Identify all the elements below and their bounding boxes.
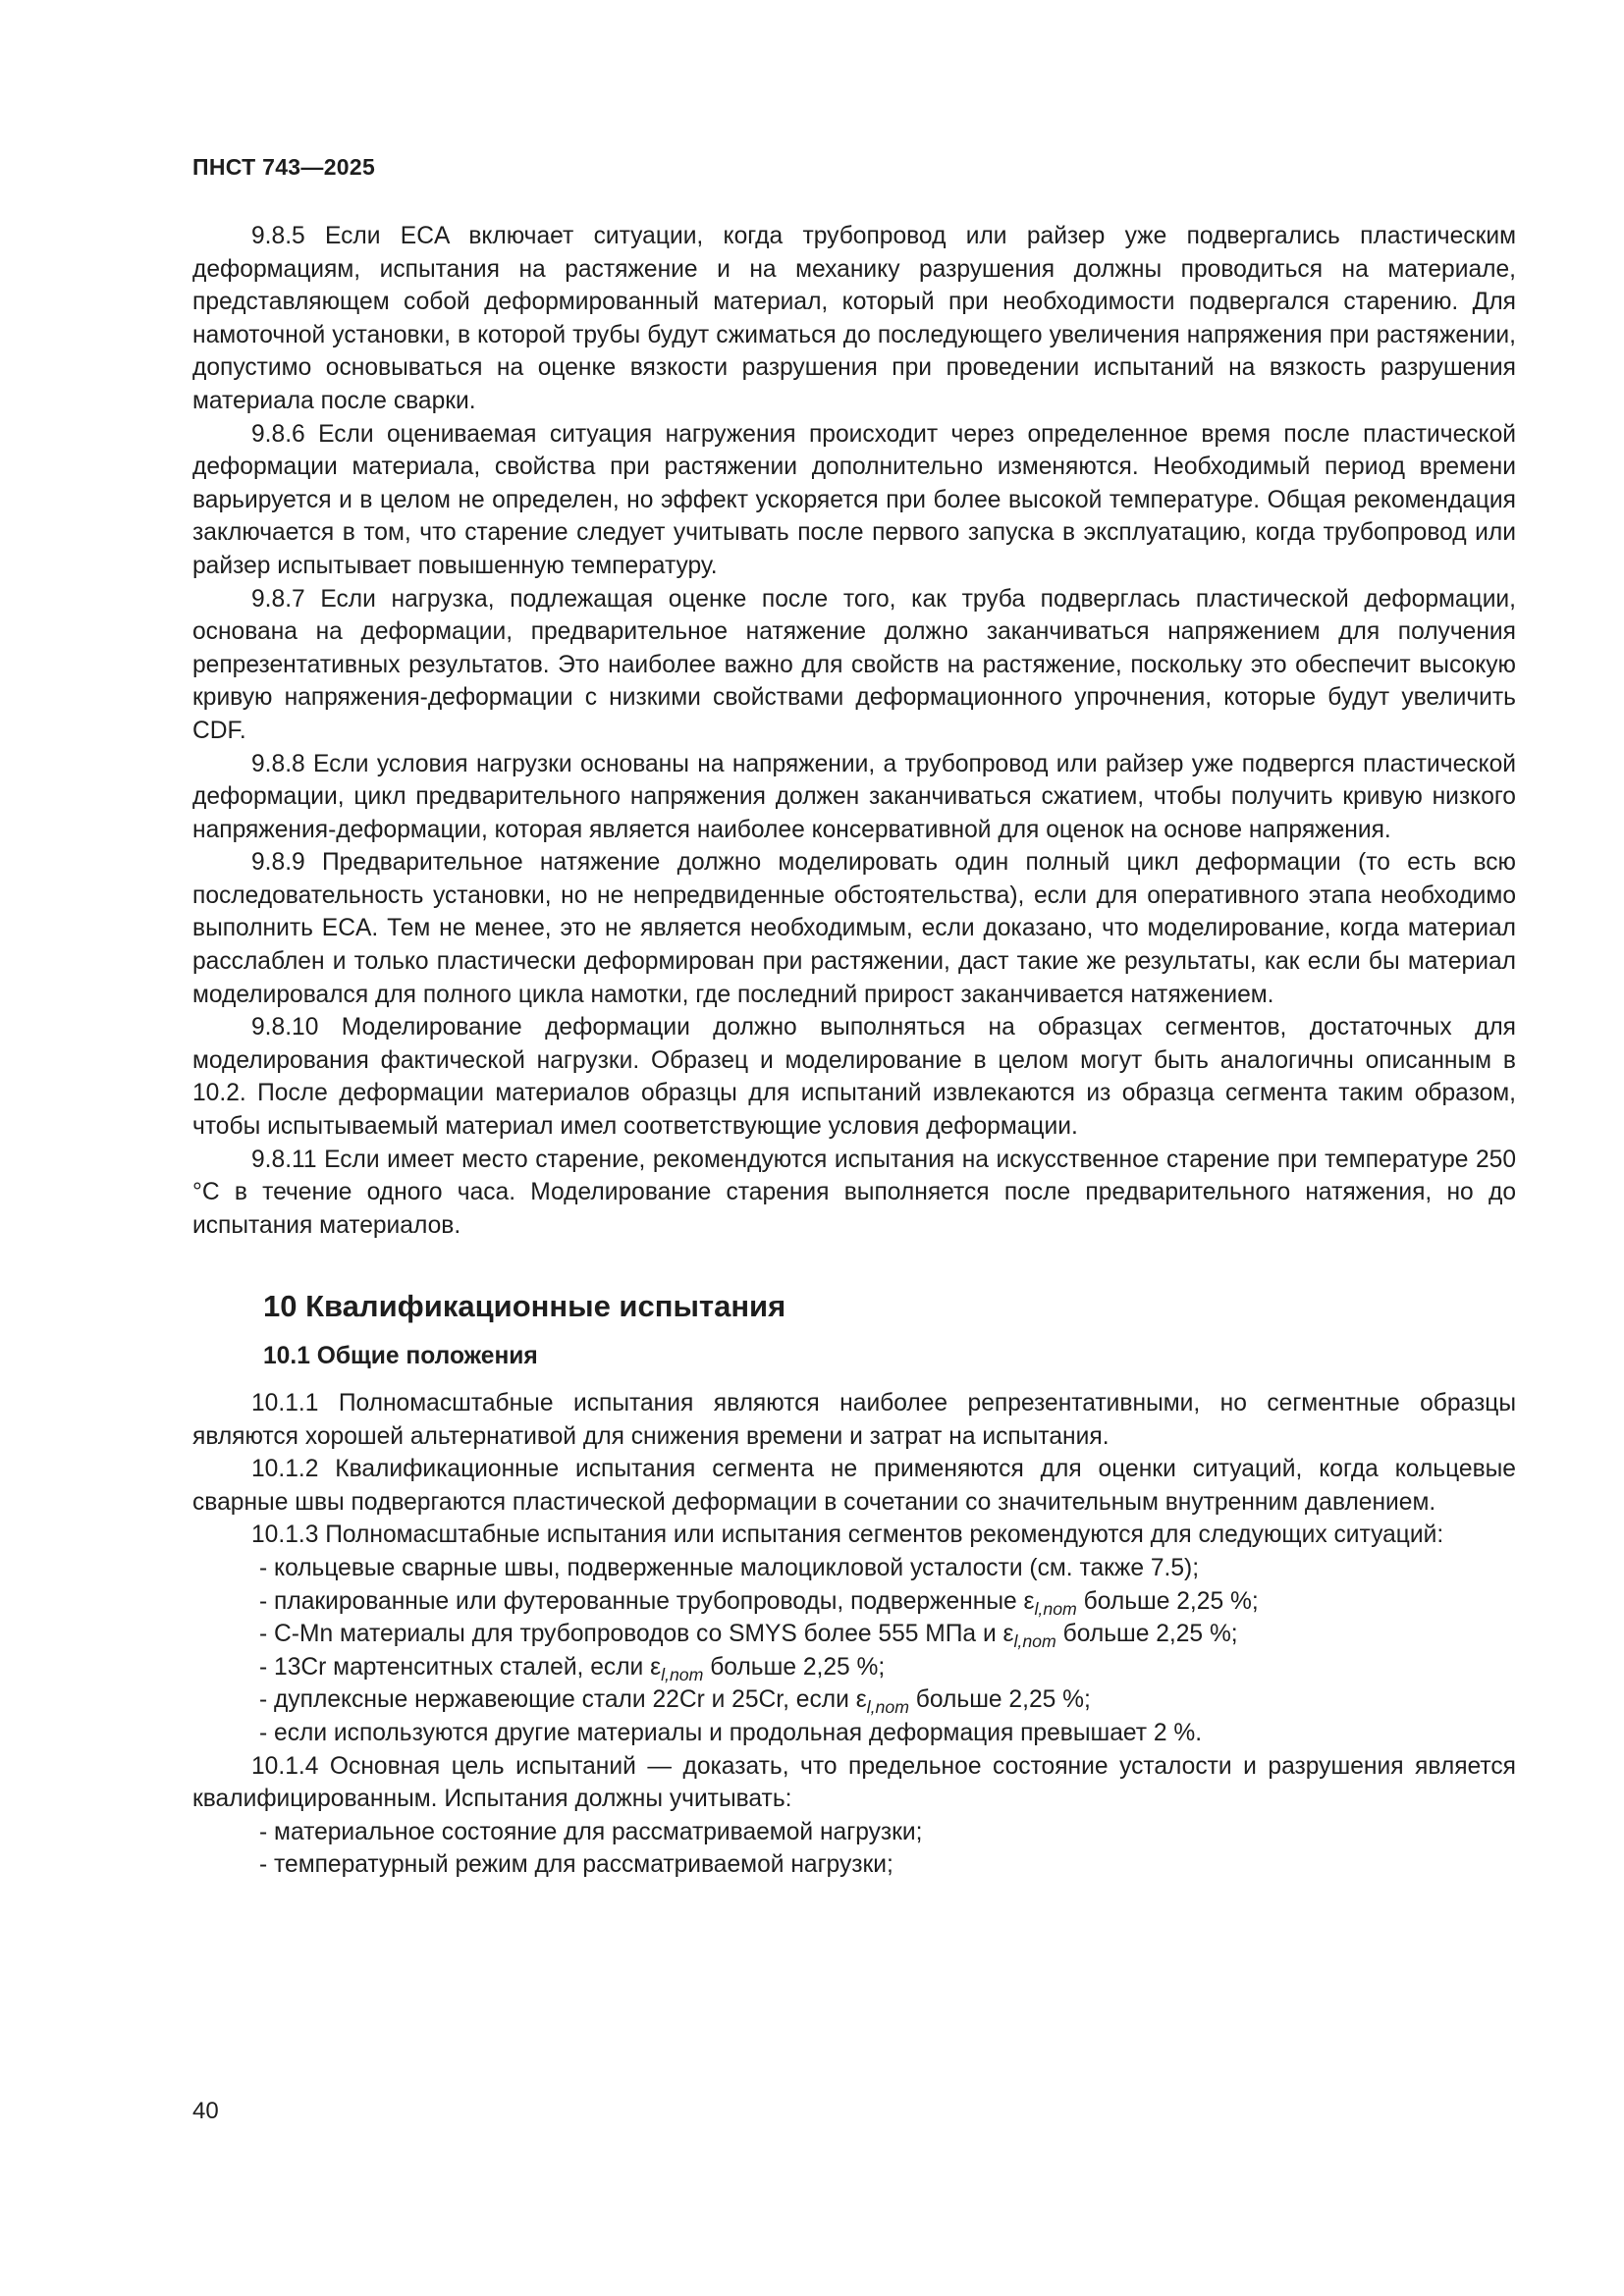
list-item-text: C-Mn материалы для трубопроводов со SMYS более 555 МПа и ε: [274, 1621, 1014, 1648]
list-item: [259, 1585, 1516, 1619]
paragraph-9-8-8: 9.8.8 Если условия нагрузки основаны на напряжении, а трубопровод или райзер уже подвергся пластической деформации, цикл предварительного напряжения должен заканчиваться сжатием, чтобы получить кривую низкого напряжения-деформации, которая является наиболее консервативной для оценок на основе напряжения.: [192, 750, 1516, 843]
list-item: - материальное состояние для рассматриваемой нагрузки;: [259, 1816, 1516, 1849]
paragraph-9-8-9: 9.8.9 Предварительное натяжение должно моделировать один полный цикл деформации (то есть всю последовательность установки, но не непредвиденные обстоятельства), если для оперативного этапа необходимо выполнить ECA. Тем не менее, это не является необходимым, если доказано, что моделирование, когда материал расслаблен и только пластически деформирован при растяжении, даст такие же результаты, как если бы материал моделировался для полного цикла намотки, где последний прирост заканчивается натяжением.: [192, 849, 1516, 1008]
page-number: 40: [192, 2098, 219, 2124]
list-item-text: 13Cr мартенситных сталей, если ε: [274, 1653, 662, 1681]
list-item: [259, 1683, 1516, 1717]
paragraph-9-8-10: 9.8.10 Моделирование деформации должно выполняться на образцах сегментов, достаточных для моделирования фактической нагрузки. Образец и моделирование в целом могут быть аналогичны описанным в 10.2. После деформации материалов образцы для испытаний извлекаются из образца сегмента таким образом, чтобы испытываемый материал имел соответствующие условия деформации.: [192, 1014, 1516, 1141]
section-title: 10 Квалификационные испытания: [263, 1289, 786, 1324]
list-item: [259, 1618, 1516, 1651]
strain-subscript: l,nom: [661, 1664, 704, 1684]
paragraph-10-1-3: 10.1.3 Полномасштабные испытания или испытания сегментов рекомендуются для следующих ситуаций:: [251, 1522, 1444, 1549]
paragraph-10-1-1: 10.1.1 Полномасштабные испытания являются наиболее репрезентативными, но сегментные образцы являются хорошей альтернативой для снижения времени и затрат на испытания.: [192, 1390, 1516, 1450]
list-item-text: дуплексные нержавеющие стали 22Cr и 25Cr, если ε: [274, 1686, 867, 1714]
subsection-title: 10.1 Общие положения: [263, 1343, 538, 1370]
page-content: [192, 220, 1516, 1882]
paragraph-9-8-11: 9.8.11 Если имеет место старение, рекомендуются испытания на искусственное старение при температуре 250 °С в течение одного часа. Моделирование старения выполняется после предварительного натяжения, но до испытания материалов.: [192, 1146, 1516, 1239]
list-item: [259, 1651, 1516, 1684]
strain-subscript: l,nom: [866, 1697, 909, 1718]
list-item: [259, 1552, 1516, 1585]
paragraph-9-8-6: 9.8.6 Если оцениваемая ситуация нагружения происходит через определенное время после пластической деформации материала, свойства при растяжении дополнительно изменяются. Необходимый период времени варьируется и в целом не определен, но эффект ускоряется при более высокой температуре. Общая рекомендация заключается в том, что старение следует учитывать после первого запуска в эксплуатацию, когда трубопровод или райзер испытывает повышенную температуру.: [192, 420, 1516, 579]
strain-subscript: l,nom: [1034, 1598, 1077, 1619]
paragraph-9-8-7: 9.8.7 Если нагрузка, подлежащая оценке после того, как труба подверглась пластической деформации, основана на деформации, предварительное натяжение должно заканчиваться напряжением для получения репрезентативных результатов. Это наиболее важно для свойств на растяжение, поскольку это обеспечит высокую кривую напряжения-деформации с низкими свойствами деформационного упрочнения, которые будут увеличить CDF.: [192, 585, 1516, 744]
situations-list: [192, 1552, 1516, 1750]
paragraph-10-1-2: 10.1.2 Квалификационные испытания сегмента не применяются для оценки ситуаций, когда кольцевые сварные швы подвергаются пластической деформации в сочетании со значительным внутренним давлением.: [192, 1456, 1516, 1516]
list-item-text: больше 2,25 %;: [703, 1653, 886, 1681]
list-item: [259, 1717, 1516, 1750]
document-header: ПНСТ 743—2025: [192, 154, 376, 180]
test-conditions-list: [192, 1816, 1516, 1882]
list-item-text: кольцевые сварные швы, подверженные малоцикловой усталости (см. также 7.5);: [274, 1554, 1200, 1581]
list-item: - температурный режим для рассматриваемой нагрузки;: [259, 1848, 1516, 1882]
paragraph-9-8-5: 9.8.5 Если ECA включает ситуации, когда трубопровод или райзер уже подвергались пластическим деформациям, испытания на растяжение и на механику разрушения должны проводиться на материале, представляющем собой деформированный материал, который при необходимости подвергался старению. Для намоточной установки, в которой трубы будут сжиматься до последующего увеличения напряжения при растяжении, допустимо основываться на оценке вязкости разрушения при проведении испытаний на вязкость разрушения материала после сварки.: [192, 223, 1516, 414]
list-item-text: больше 2,25 %;: [1076, 1587, 1259, 1615]
list-item-text: плакированные или футерованные трубопроводы, подверженные ε: [274, 1587, 1035, 1615]
paragraph-10-1-4: 10.1.4 Основная цель испытаний — доказать, что предельное состояние усталости и разрушения является квалифицированным. Испытания должны учитывать:: [192, 1752, 1516, 1813]
list-item-text: больше 2,25 %;: [908, 1686, 1091, 1714]
list-item-text: больше 2,25 %;: [1056, 1621, 1238, 1648]
list-item-text: если используются другие материалы и продольная деформация превышает 2 %.: [274, 1719, 1203, 1746]
strain-subscript: l,nom: [1013, 1631, 1056, 1652]
